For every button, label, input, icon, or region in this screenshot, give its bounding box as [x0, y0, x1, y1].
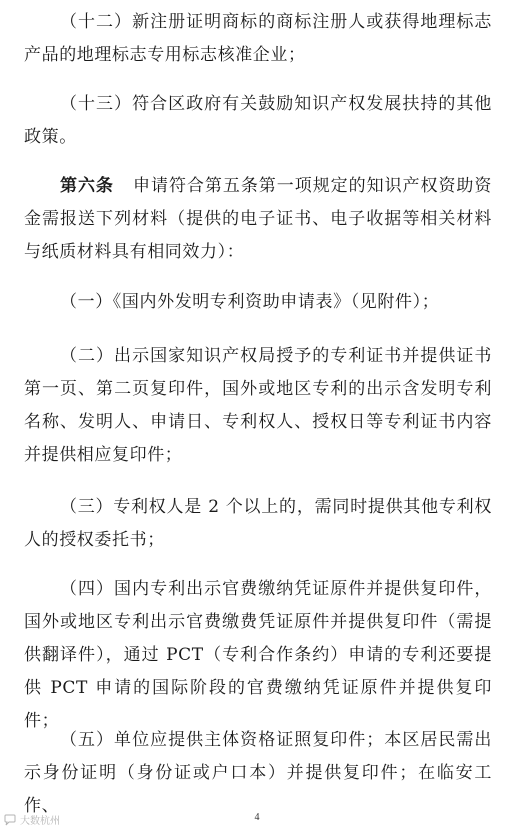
article-6-text: 申请符合第五条第一项规定的知识产权资助资金需报送下列材料（提供的电子证书、电子收据等相关材料与纸质材料具有相同效力）： [24, 176, 493, 262]
paragraph-item-13: （十三）符合区政府有关鼓励知识产权发展扶持的其他政策。 [24, 94, 492, 147]
paragraph-material-1: （一）《国内外发明专利资助申请表》（见附件）； [60, 292, 440, 312]
paragraph-material-2: （二）出示国家知识产权局授予的专利证书并提供证书第一页、第二页复印件，国外或地区专利的出示含发明专利名称、发明人、申请日、专利权人、授权日等专利证书内容并提供相应复印件； [24, 346, 492, 465]
paragraph-material-4: （四）国内专利出示官费缴纳凭证原件并提供复印件，国外或地区专利出示官费缴费凭证原件并提供复印件（需提供翻译件），通过 PCT（专利合作条约）申请的专利还要提供 PCT 申请的国际阶段的官费缴纳凭证原件并提供复印件； [24, 579, 492, 731]
paragraph-item-12: （十二）新注册证明商标的商标注册人或获得地理标志产品的地理标志专用标志核准企业； [24, 12, 492, 65]
paragraph-material-3: （三）专利权人是 2 个以上的，需同时提供其他专利权人的授权委托书； [24, 497, 492, 550]
paragraph-material-5: （五）单位应提供主体资格证照复印件；本区居民需出示身份证明（身份证或户口本）并提供复印件；在临安工作、 [24, 730, 492, 816]
paragraph-article-6 [24, 170, 492, 269]
watermark-text: 大数杭州 [20, 816, 60, 827]
article-heading: 第六条 [60, 176, 114, 196]
page-number: 4 [254, 812, 260, 823]
